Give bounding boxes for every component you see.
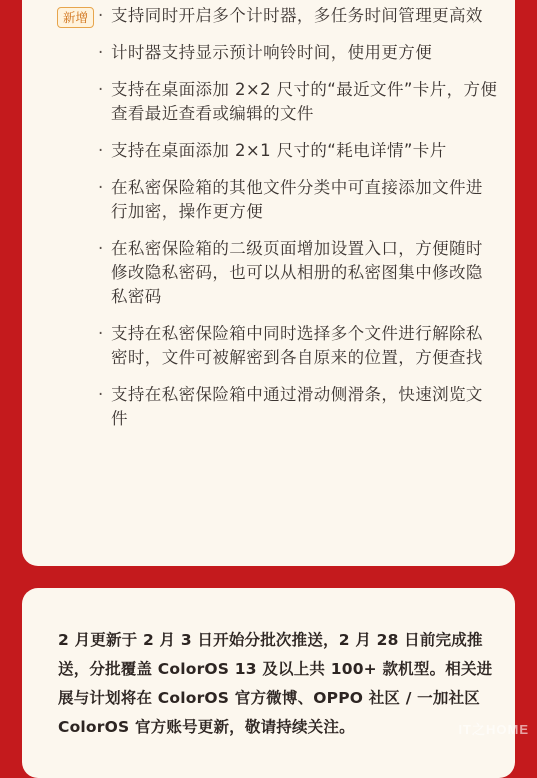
new-badge: 新增 <box>57 7 94 28</box>
feature-text: 支持在私密保险箱中同时选择多个文件进行解除私密时，文件可被解密到各自原来的位置，方便查找 <box>111 324 483 367</box>
list-item <box>98 322 498 370</box>
bullet-icon: · <box>98 141 104 160</box>
list-item <box>98 383 498 431</box>
list-item <box>98 237 498 309</box>
list-item <box>98 78 498 126</box>
list-item <box>98 176 498 224</box>
feature-text: 在私密保险箱的其他文件分类中可直接添加文件进行加密，操作更方便 <box>111 178 483 221</box>
feature-text: 支持在桌面添加 2×2 尺寸的“最近文件”卡片，方便查看最近查看或编辑的文件 <box>111 80 498 123</box>
bullet-icon: · <box>98 43 104 62</box>
feature-text: 支持同时开启多个计时器，多任务时间管理更高效 <box>111 6 483 25</box>
feature-text: 计时器支持显示预计响铃时间，使用更方便 <box>111 43 433 62</box>
feature-list <box>98 4 498 444</box>
bullet-icon: · <box>98 6 104 25</box>
bullet-icon: · <box>98 239 104 258</box>
watermark: IT之HOME <box>458 722 529 737</box>
feature-text: 支持在桌面添加 2×1 尺寸的“耗电详情”卡片 <box>111 141 447 160</box>
feature-text: 在私密保险箱的二级页面增加设置入口，方便随时修改隐私密码，也可以从相册的私密图集中修改隐私密码 <box>111 239 483 306</box>
bullet-icon: · <box>98 80 104 99</box>
update-summary: 2 月更新于 2 月 3 日开始分批次推送，2 月 28 日前完成推送，分批覆盖 ColorOS 13 及以上共 100+ 款机型。相关进展与计划将在 ColorOS 官方微博、OPPO 社区 / 一加社区 ColorOS 官方账号更新，敬请持续关注。 <box>58 631 493 736</box>
list-item <box>98 4 498 28</box>
list-item <box>98 139 498 163</box>
bullet-icon: · <box>98 178 104 197</box>
feature-text: 支持在私密保险箱中通过滑动侧滑条，快速浏览文件 <box>111 385 483 428</box>
bullet-icon: · <box>98 385 104 404</box>
list-item <box>98 41 498 65</box>
bullet-icon: · <box>98 324 104 343</box>
